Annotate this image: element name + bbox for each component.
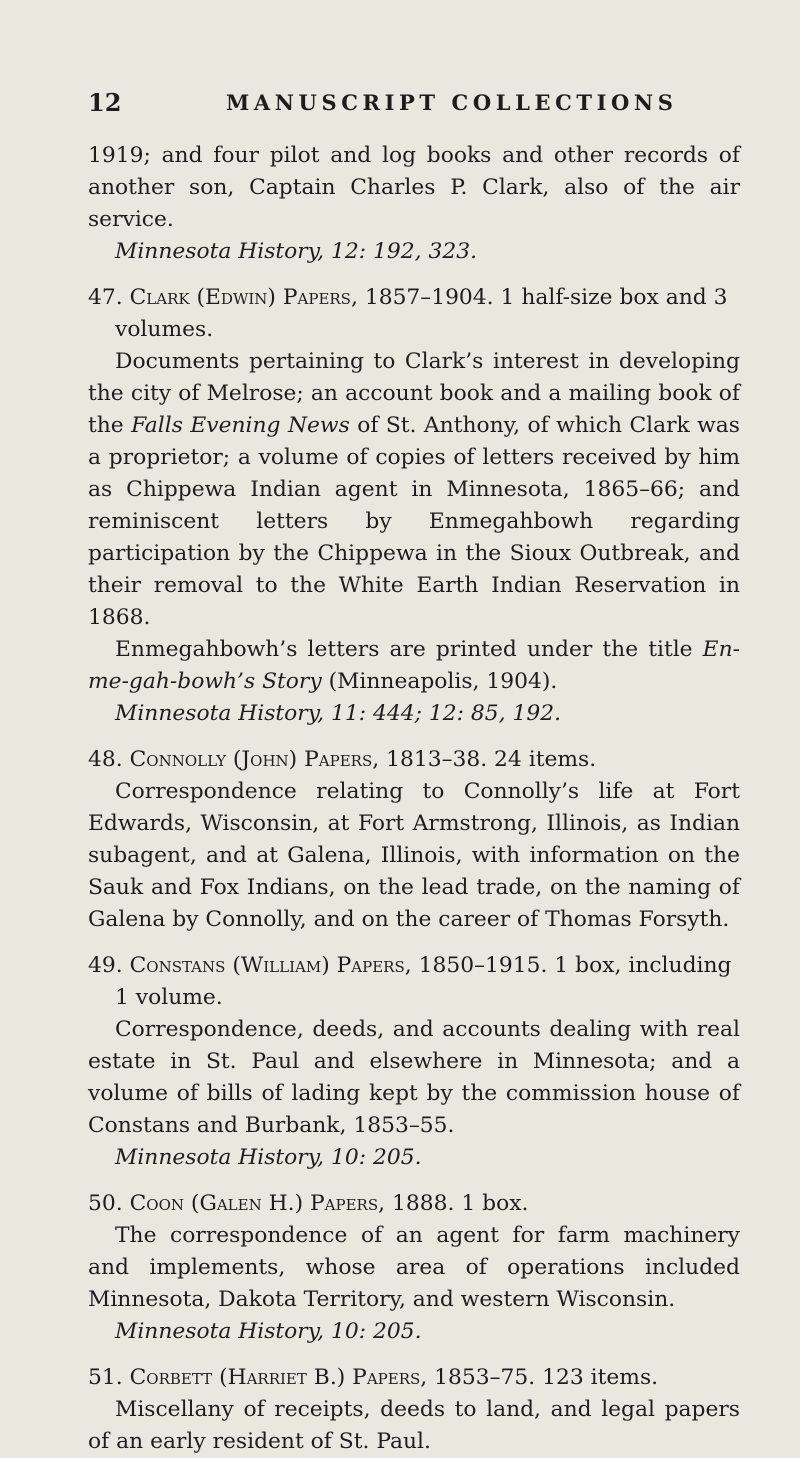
entry-number: 48. (88, 747, 123, 772)
entry-description (88, 346, 740, 634)
entry-citation: Minnesota History, 10: 205. (115, 1145, 422, 1170)
running-title: MANUSCRIPT COLLECTIONS (226, 90, 678, 115)
entry-47 (88, 282, 740, 730)
note-title: En-me-gah-bowh’s Story (88, 637, 740, 694)
entry-name: Connolly (John) Papers, (129, 747, 380, 772)
entry-name: Corbett (Harriet B.) Papers, (129, 1365, 428, 1390)
entry-citation: Minnesota History, 10: 205. (115, 1319, 422, 1344)
entry-50 (88, 1188, 740, 1348)
entry-heading (88, 1188, 740, 1220)
entry-name: Constans (William) Papers, (129, 953, 412, 978)
description-title: Falls Evening News (131, 413, 350, 438)
entry-number: 49. (88, 953, 123, 978)
description-text: Documents pertaining to Clark’s interest in developing the city of Melrose; an account book and a mailing book of the (88, 349, 740, 438)
running-head (88, 88, 740, 122)
entry-heading (88, 744, 740, 776)
description-text: of St. Anthony, of which Clark was a proprietor; a volume of copies of letters received by him as Chippewa Indian agent in Minnesota, 1865–66; and reminiscent letters by Enmegahbowh regarding participation by the Chippewa in the Sioux Outbreak, and their removal to the White Earth Indian Reservation in 1868. (88, 413, 740, 630)
entry-description: Correspondence, deeds, and accounts dealing with real estate in St. Paul and elsewhere in Minnesota; and a volume of bills of lading kept by the commission house of Constans and Burbank, 1853–55. (88, 1017, 740, 1138)
entry-description: The correspondence of an agent for farm machinery and implements, whose area of operations included Minnesota, Dakota Territory, and western Wisconsin. (88, 1223, 740, 1312)
page-number: 12 (88, 88, 122, 117)
page-content (88, 140, 740, 1458)
entry-details: 1857–1904. 1 half-size box and 3 volumes. (115, 285, 728, 342)
continued-paragraph: 1919; and four pilot and log books and other records of another son, Captain Charles P. Clark, also of the air service. (88, 143, 740, 232)
entry-heading (88, 950, 740, 1014)
entry-number: 47. (88, 285, 123, 310)
continued-citation: Minnesota History, 12: 192, 323. (115, 239, 478, 264)
entry-number: 50. (88, 1191, 123, 1216)
entry-heading (88, 282, 740, 346)
entry-details: 1853–75. 123 items. (434, 1365, 659, 1390)
entry-description: Miscellany of receipts, deeds to land, and legal papers of an early resident of St. Paul. (88, 1397, 740, 1454)
entry-49 (88, 950, 740, 1174)
entry-number: 51. (88, 1365, 123, 1390)
entry-heading (88, 1362, 740, 1394)
entry-note (88, 634, 740, 698)
entry-name: Coon (Galen H.) Papers, (129, 1191, 386, 1216)
note-text: (Minneapolis, 1904). (321, 669, 558, 694)
entry-details: 1813–38. 24 items. (386, 747, 597, 772)
entry-details: 1850–1915. 1 box, including 1 volume. (115, 953, 732, 1010)
entry-51 (88, 1362, 740, 1458)
entry-48 (88, 744, 740, 936)
entry-details: 1888. 1 box. (392, 1191, 529, 1216)
entry-name: Clark (Edwin) Papers, (129, 285, 358, 310)
entry-description: Correspondence relating to Connolly’s life at Fort Edwards, Wisconsin, at Fort Armstrong, Illinois, as Indian subagent, and at Galena, Illinois, with information on the Sauk and Fox Indians, on the lead trade, on the naming of Galena by Connolly, and on the career of Thomas Forsyth. (88, 779, 740, 932)
entry-citation: Minnesota History, 11: 444; 12: 85, 192. (115, 701, 562, 726)
note-text: Enmegahbowh’s letters are printed under the title (115, 637, 703, 662)
